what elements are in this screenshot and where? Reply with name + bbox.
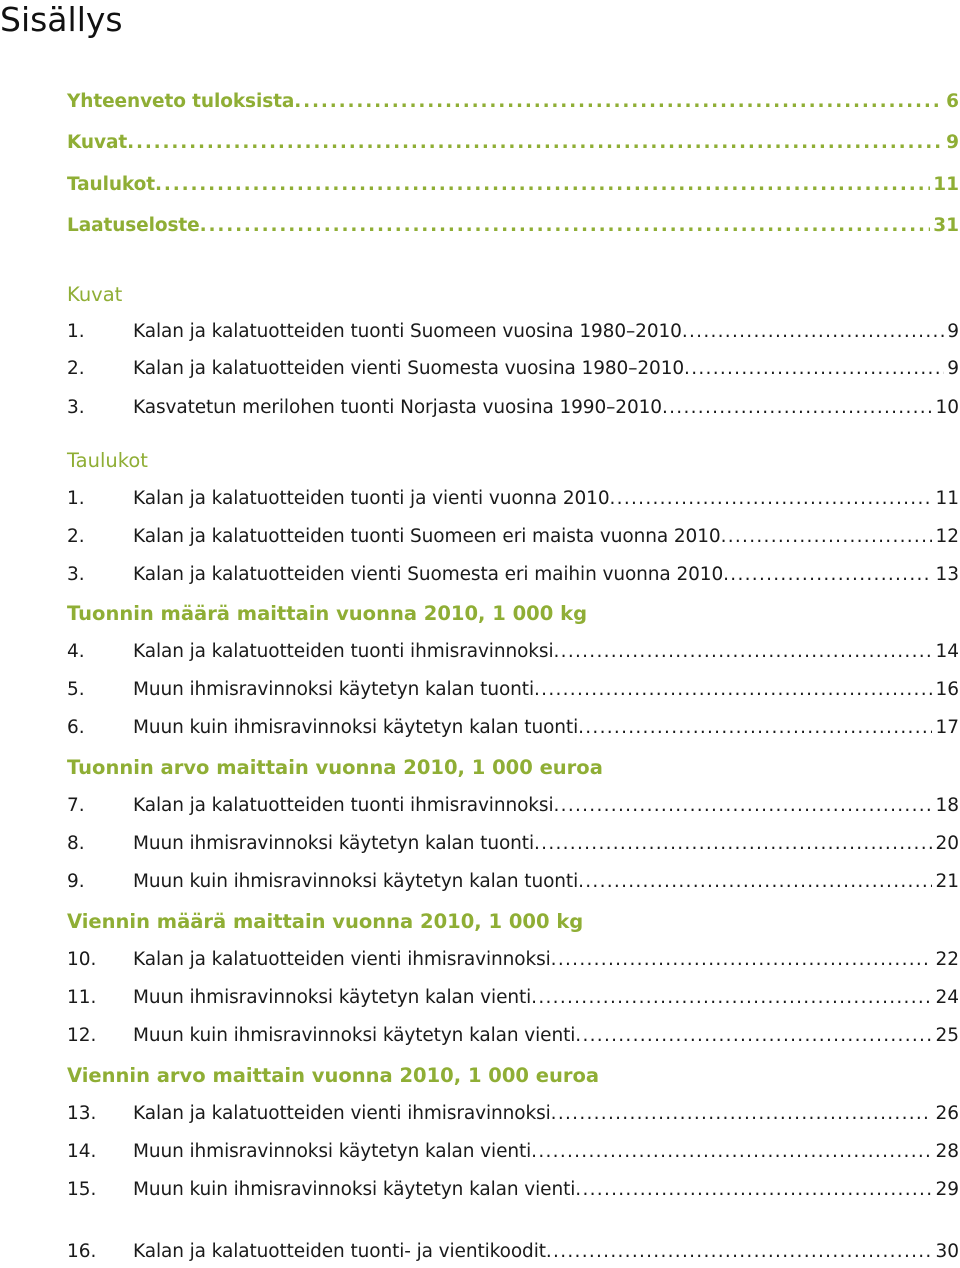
- toc-entry-label: Laatuseloste: [67, 215, 200, 236]
- toc-entry-number: 11.: [67, 987, 97, 1008]
- toc-entry-table-7[interactable]: [67, 794, 959, 818]
- toc-entry-table-3[interactable]: [67, 563, 959, 587]
- toc-entry-label: Kalan ja kalatuotteiden tuonti ihmisravinnoksi: [133, 641, 554, 662]
- toc-entry-number: 3.: [67, 564, 85, 585]
- toc-entry-table-10[interactable]: [67, 948, 959, 972]
- dot-leader: [531, 986, 932, 1010]
- toc-entry-label: Yhteenveto tuloksista: [67, 91, 295, 112]
- toc-entry-table-8[interactable]: [67, 832, 959, 856]
- dot-leader: [662, 396, 932, 420]
- toc-entry-number: 16.: [67, 1241, 97, 1262]
- toc-entry-label: Kalan ja kalatuotteiden tuonti- ja vientikoodit: [133, 1241, 546, 1262]
- toc-entry-label: Muun kuin ihmisravinnoksi käytetyn kalan vienti: [133, 1025, 576, 1046]
- toc-entry-number: 1.: [67, 321, 85, 342]
- toc-page-number: 18: [935, 795, 959, 816]
- dot-leader: [684, 357, 944, 381]
- toc-page-number: 10: [935, 397, 959, 418]
- dot-leader: [554, 794, 933, 818]
- toc-entry-table-1[interactable]: [67, 487, 959, 511]
- toc-entry-label: Taulukot: [67, 174, 155, 195]
- toc-entry-number: 9.: [67, 871, 85, 892]
- toc-entry-label: Kalan ja kalatuotteiden tuonti Suomeen eri maista vuonna 2010: [133, 526, 721, 547]
- dot-leader: [575, 1024, 932, 1048]
- toc-page-number: 16: [935, 679, 959, 700]
- dot-leader: [721, 525, 933, 549]
- toc-entry-number: 1.: [67, 488, 85, 509]
- toc-page-number: 31: [933, 215, 959, 236]
- toc-entry-table-15[interactable]: [67, 1178, 959, 1202]
- toc-entry-label: Kuvat: [67, 132, 128, 153]
- toc-page-number: 28: [935, 1141, 959, 1162]
- toc-entry-table-12[interactable]: [67, 1024, 959, 1048]
- dot-leader: [551, 948, 933, 972]
- toc-summary-figures[interactable]: [67, 131, 959, 155]
- toc-entry-table-9[interactable]: [67, 870, 959, 894]
- toc-entry-figure-2[interactable]: [67, 357, 959, 381]
- toc-entry-number: 13.: [67, 1103, 97, 1124]
- dot-leader: [575, 1178, 932, 1202]
- dot-leader: [534, 678, 932, 702]
- dot-leader: [723, 563, 932, 587]
- toc-entry-label: Kalan ja kalatuotteiden vienti ihmisravinnoksi: [133, 949, 551, 970]
- toc-page-number: 13: [935, 564, 959, 585]
- dot-leader: [610, 487, 933, 511]
- toc-entry-label: Kalan ja kalatuotteiden tuonti ihmisravinnoksi: [133, 795, 554, 816]
- toc-page-number: 9: [947, 321, 959, 342]
- toc-page-number: 11: [933, 174, 959, 195]
- toc-page-number: 12: [935, 526, 959, 547]
- toc-summary-results[interactable]: [67, 90, 959, 114]
- section-heading-import-volume: Tuonnin määrä maittain vuonna 2010, 1 000 kg: [67, 602, 588, 625]
- toc-page-number: 22: [935, 949, 959, 970]
- toc-entry-table-11[interactable]: [67, 986, 959, 1010]
- dot-leader: [682, 320, 944, 344]
- toc-page-number: 26: [935, 1103, 959, 1124]
- dot-leader: [578, 870, 932, 894]
- section-heading-figures: Kuvat: [67, 283, 123, 306]
- toc-page-number: 9: [947, 358, 959, 379]
- toc-entry-number: 14.: [67, 1141, 97, 1162]
- toc-page-number: 30: [935, 1241, 959, 1262]
- toc-entry-label: Kalan ja kalatuotteiden tuonti ja vienti vuonna 2010: [133, 488, 610, 509]
- toc-page-number: 21: [935, 871, 959, 892]
- toc-entry-label: Muun kuin ihmisravinnoksi käytetyn kalan tuonti: [133, 871, 579, 892]
- toc-page-number: 11: [935, 488, 959, 509]
- toc-entry-table-4[interactable]: [67, 640, 959, 664]
- toc-page-number: 6: [946, 91, 959, 112]
- toc-entry-label: Kalan ja kalatuotteiden vienti Suomesta vuosina 1980–2010: [133, 358, 685, 379]
- toc-entry-figure-1[interactable]: [67, 320, 959, 344]
- toc-entry-label: Kasvatetun merilohen tuonti Norjasta vuosina 1990–2010: [133, 397, 662, 418]
- toc-entry-number: 2.: [67, 358, 85, 379]
- toc-entry-label: Muun ihmisravinnoksi käytetyn kalan tuonti: [133, 833, 534, 854]
- toc-summary-quality[interactable]: [67, 214, 959, 238]
- toc-entry-figure-3[interactable]: [67, 396, 959, 420]
- toc-entry-label: Muun ihmisravinnoksi käytetyn kalan tuonti: [133, 679, 534, 700]
- toc-entry-number: 4.: [67, 641, 85, 662]
- dot-leader: [554, 640, 933, 664]
- toc-entry-number: 10.: [67, 949, 97, 970]
- toc-entry-number: 7.: [67, 795, 85, 816]
- toc-entry-number: 12.: [67, 1025, 97, 1046]
- toc-page-number: 20: [935, 833, 959, 854]
- toc-entry-table-14[interactable]: [67, 1140, 959, 1164]
- toc-entry-number: 15.: [67, 1179, 97, 1200]
- toc-page-number: 17: [935, 717, 959, 738]
- dot-leader: [200, 214, 931, 238]
- toc-entry-label: Muun ihmisravinnoksi käytetyn kalan vienti: [133, 1141, 532, 1162]
- toc-entry-label: Muun kuin ihmisravinnoksi käytetyn kalan vienti: [133, 1179, 576, 1200]
- toc-page-number: 24: [935, 987, 959, 1008]
- dot-leader: [294, 90, 943, 114]
- toc-entry-label: Muun kuin ihmisravinnoksi käytetyn kalan tuonti: [133, 717, 579, 738]
- toc-entry-number: 8.: [67, 833, 85, 854]
- section-heading-export-value: Viennin arvo maittain vuonna 2010, 1 000 euroa: [67, 1064, 600, 1087]
- toc-entry-table-5[interactable]: [67, 678, 959, 702]
- section-heading-tables: Taulukot: [67, 449, 148, 472]
- dot-leader: [546, 1240, 933, 1264]
- toc-page-number: 25: [935, 1025, 959, 1046]
- dot-leader: [127, 131, 943, 155]
- section-heading-import-value: Tuonnin arvo maittain vuonna 2010, 1 000 euroa: [67, 756, 603, 779]
- toc-entry-number: 6.: [67, 717, 85, 738]
- dot-leader: [155, 173, 930, 197]
- toc-entry-table-16[interactable]: [67, 1240, 959, 1264]
- toc-entry-label: Kalan ja kalatuotteiden tuonti Suomeen vuosina 1980–2010: [133, 321, 682, 342]
- section-heading-export-volume: Viennin määrä maittain vuonna 2010, 1 000 kg: [67, 910, 584, 933]
- dot-leader: [551, 1102, 933, 1126]
- toc-page-number: 29: [935, 1179, 959, 1200]
- toc-entry-table-13[interactable]: [67, 1102, 959, 1126]
- page-title: Sisällys: [0, 0, 123, 39]
- toc-page-number: 14: [935, 641, 959, 662]
- toc-summary-tables[interactable]: [67, 173, 959, 197]
- toc-entry-number: 5.: [67, 679, 85, 700]
- dot-leader: [531, 1140, 932, 1164]
- toc-entry-table-2[interactable]: [67, 525, 959, 549]
- toc-entry-table-6[interactable]: [67, 716, 959, 740]
- dot-leader: [578, 716, 932, 740]
- toc-page-number: 9: [946, 132, 959, 153]
- dot-leader: [534, 832, 932, 856]
- toc-entry-label: Kalan ja kalatuotteiden vienti Suomesta eri maihin vuonna 2010: [133, 564, 724, 585]
- toc-entry-label: Kalan ja kalatuotteiden vienti ihmisravinnoksi: [133, 1103, 551, 1124]
- toc-entry-number: 2.: [67, 526, 85, 547]
- toc-entry-number: 3.: [67, 397, 85, 418]
- toc-entry-label: Muun ihmisravinnoksi käytetyn kalan vienti: [133, 987, 532, 1008]
